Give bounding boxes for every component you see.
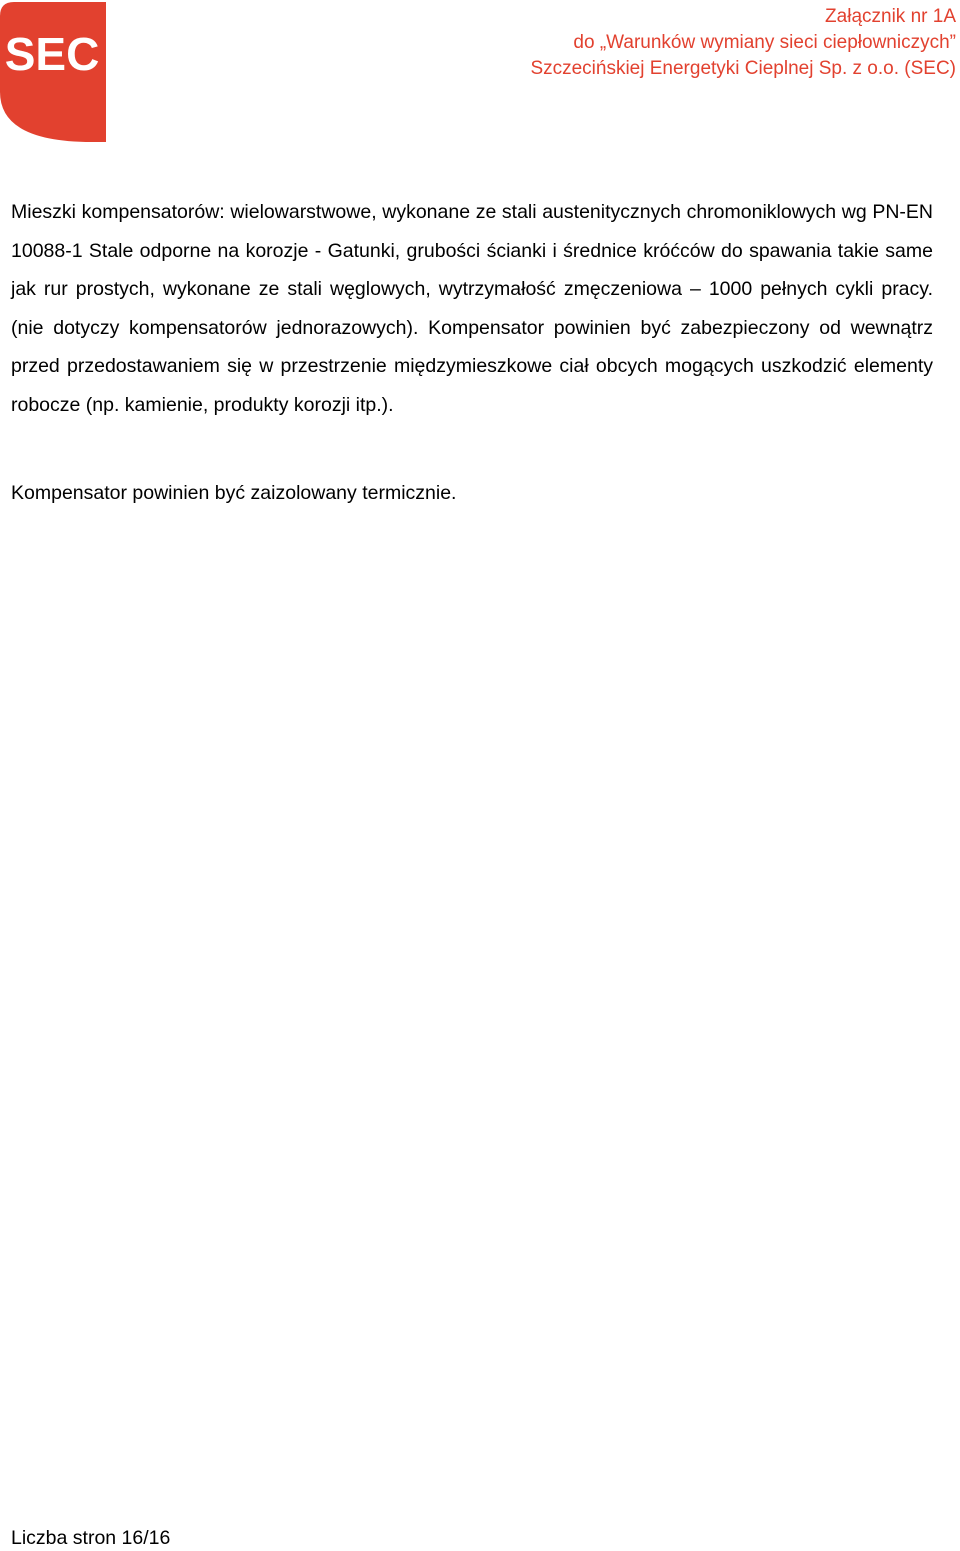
header-company-name: Szczecińskiej Energetyki Cieplnej Sp. z o.o. (SEC)	[530, 58, 956, 79]
paragraph-thermal-insulation: Kompensator powinien być zaizolowany termicznie.	[11, 482, 457, 504]
page-count: Liczba stron 16/16	[11, 1527, 171, 1549]
header-document-title: do „Warunków wymiany sieci ciepłowniczych”	[573, 32, 956, 53]
document-header	[530, 4, 956, 82]
paragraph-compensator-bellows: Mieszki kompensatorów: wielowarstwowe, wykonane ze stali austenitycznych chromoniklowych wg PN-EN 10088-1 Stale odporne na korozje - Gatunki, grubości ścianki i średnice króćców do spawania takie same jak rur prostych, wykonane ze stali węglowych, wytrzymałość zmęczeniowa – 1000 pełnych cykli pracy. (nie dotyczy kompensatorów jednorazowych). Kompensator powinien być zabezpieczony od wewnątrz przed przedostawaniem się w przestrzenie międzymieszkowe ciał obcych mogących uszkodzić elementy robocze (np. kamienie, produkty korozji itp.).	[11, 201, 933, 416]
header-attachment-number: Załącznik nr 1A	[825, 6, 956, 27]
sec-logo	[0, 2, 106, 142]
logo-text: SEC	[4, 28, 100, 80]
sec-logo-icon	[0, 2, 106, 142]
